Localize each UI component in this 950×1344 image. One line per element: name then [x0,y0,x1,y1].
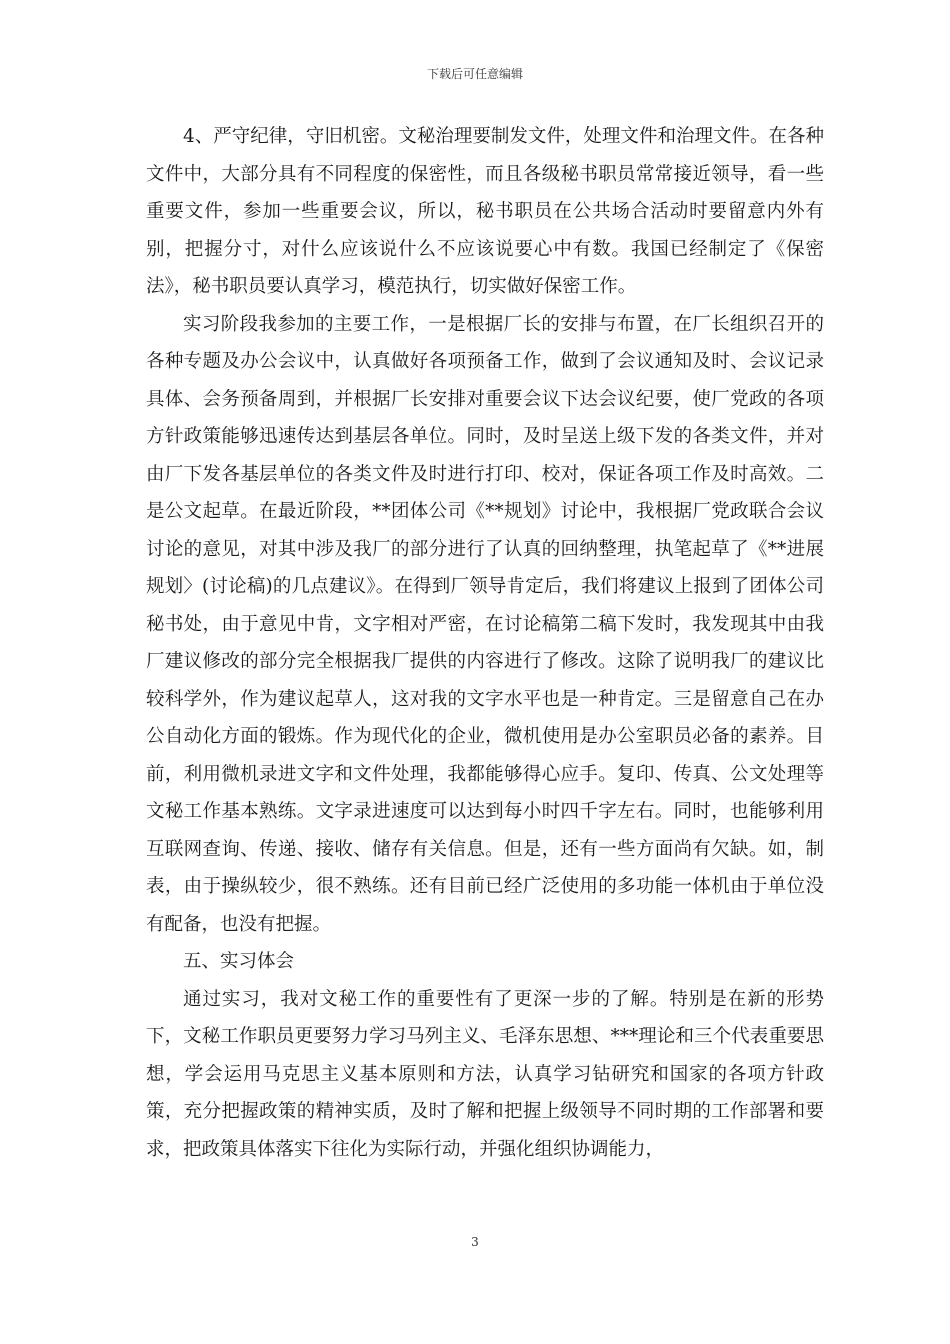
page-number: 3 [471,1235,479,1249]
document-body [146,118,824,1168]
page-header: 下载后可任意编辑 [426,67,523,81]
paragraph-confidentiality: 4、严守纪律，守旧机密。文秘治理要制发文件，处理文件和治理文件。在各种文件中，大部分具有不同程度的保密性，而且各级秘书职员常常接近领导，看一些重要文件，参加一些重要会议，所以，秘书职员在公共场合活动时要留意内外有别，把握分寸，对什么应该说什么不应该说要心中有数。我国已经制定了《保密法》，秘书职员要认真学习，模范执行，切实做好保密工作。 [146,126,824,297]
paragraph-internship-work: 实习阶段我参加的主要工作，一是根据厂长的安排与布置，在厂长组织召开的各种专题及办公会议中，认真做好各项预备工作，做到了会议通知及时、会议记录具体、会务预备周到，并根据厂长安排对重要会议下达会议纪要，使厂党政的各项方针政策能够迅速传达到基层各单位。同时，及时呈送上级下发的各类文件，并对由厂下发各基层单位的各类文件及时进行打印、校对，保证各项工作及时高效。二是公文起草。在最近阶段，**团体公司《**规划》讨论中，我根据厂党政联合会议讨论的意见，对其中涉及我厂的部分进行了认真的回纳整理，执笔起草了《**进展规划〉(讨论稿)的几点建议》。在得到厂领导肯定后，我们将建议上报到了团体公司秘书处，由于意见中肯，文字相对严密，在讨论稿第二稿下发时，我发现其中由我厂建议修改的部分完全根据我厂提供的内容进行了修改。这除了说明我厂的建议比较科学外，作为建议起草人，这对我的文字水平也是一种肯定。三是留意自己在办公自动化方面的锻炼。作为现代化的企业，微机使用是办公室职员必备的素养。目前，利用微机录进文字和文件处理，我都能够得心应手。复印、传真、公文处理等文秘工作基本熟练。文字录进速度可以达到每小时四千字左右。同时，也能够利用互联网查询、传递、接收、储存有关信息。但是，还有一些方面尚有欠缺。如，制表，由于操纵较少，很不熟练。还有目前已经广泛使用的多功能一体机由于单位没有配备，也没有把握。 [146,313,824,935]
paragraph-reflections: 通过实习，我对文秘工作的重要性有了更深一步的了解。特别是在新的形势下，文秘工作职员更要努力学习马列主义、毛泽东思想、***理论和三个代表重要思想，学会运用马克思主义基本原则和方法，认真学习钻研究和国家的各项方针政策，充分把握政策的精神实质，及时了解和把握上级领导不同时期的工作部署和要求，把政策具体落实下往化为实际行动，并强化组织协调能力， [146,988,824,1160]
section-heading-internship-reflections: 五、实习体会 [183,951,295,972]
